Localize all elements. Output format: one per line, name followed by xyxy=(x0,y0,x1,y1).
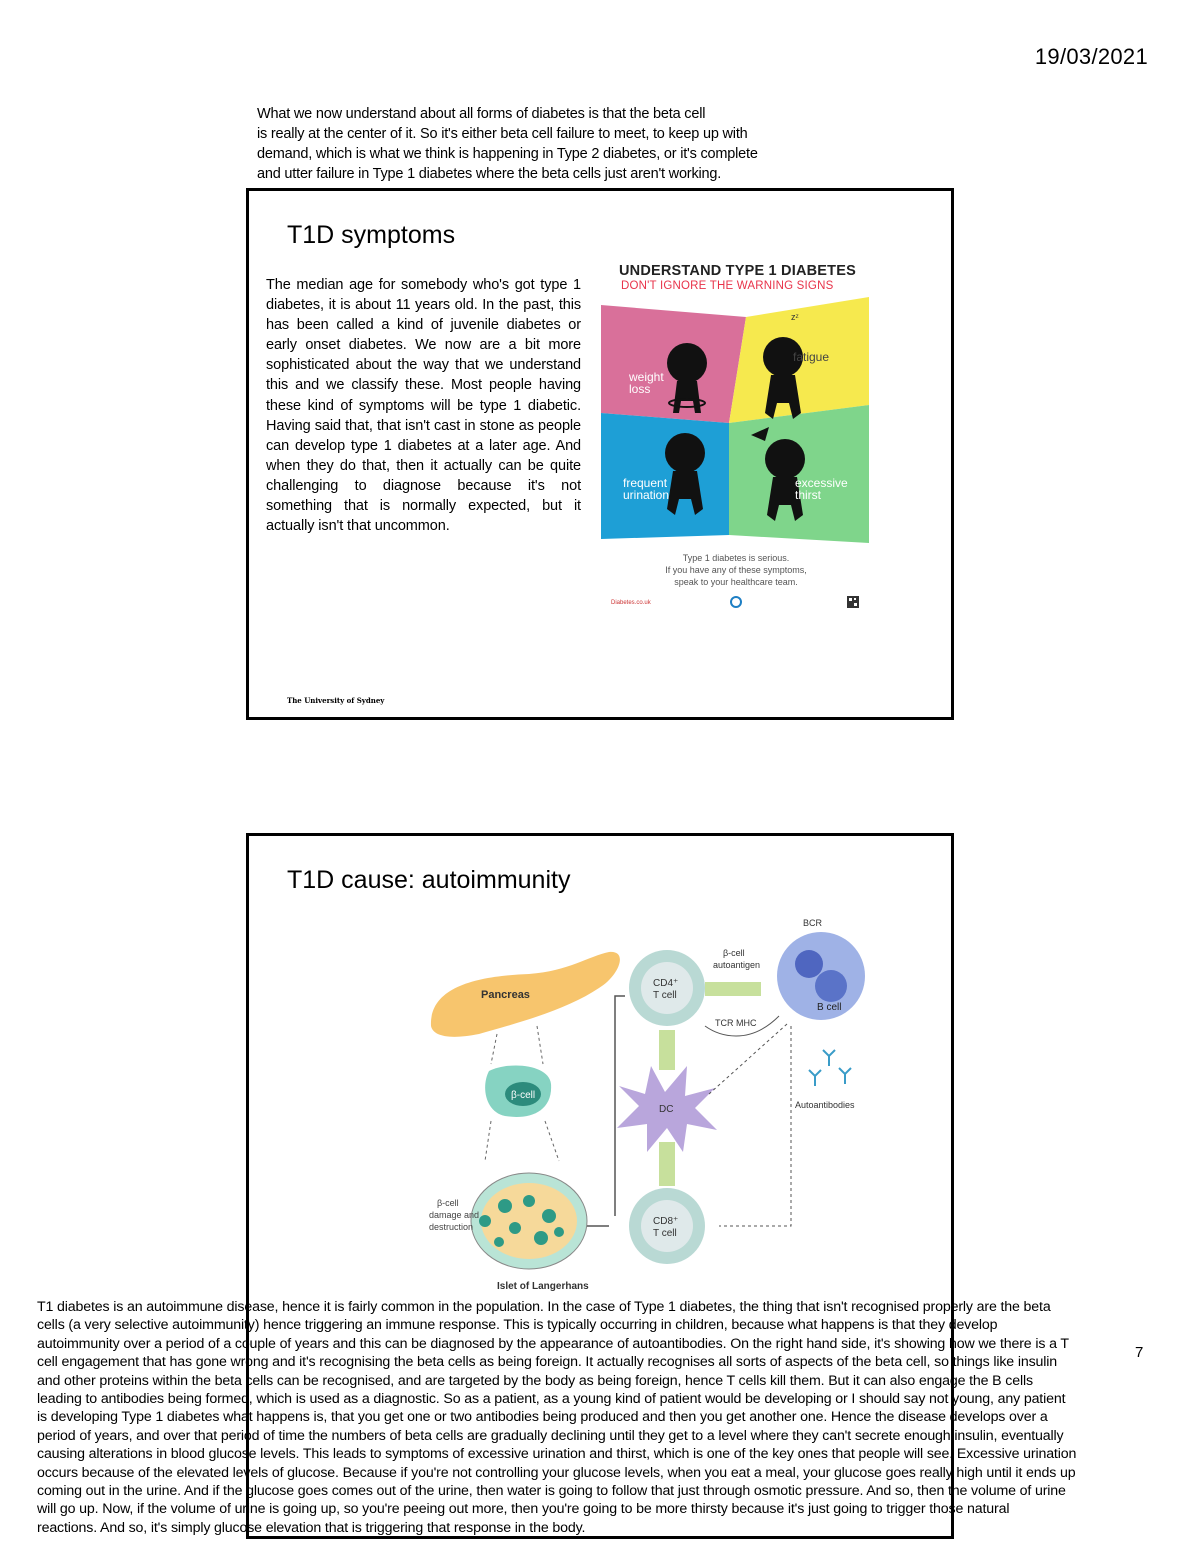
poster-title: UNDERSTAND TYPE 1 DIABETES xyxy=(619,263,856,279)
beta-cell-label: β-cell xyxy=(511,1090,536,1101)
weight-loss-label-2: loss xyxy=(629,382,651,396)
pancreas-label: Pancreas xyxy=(481,989,530,1001)
notes-line: autoimmunity over a period of a couple of years and this can be diagnosed by the appearance of autoantibodies. On the right hand side, it's showing how we there is a T xyxy=(37,1335,1069,1352)
frequent-urination-label-1: frequent xyxy=(623,476,668,490)
damage-label-1: β-cell xyxy=(437,1198,459,1208)
fatigue-zzz: zᶻ xyxy=(791,312,799,322)
notes-line: causing alterations in blood glucose levels. This leads to symptoms of excessive urination and thirst, which is one of the key ones that people will see. Excessive urination xyxy=(37,1446,1077,1463)
excessive-thirst-label-1: excessive xyxy=(795,476,848,490)
autoantigen-label-1: β-cell xyxy=(723,948,745,958)
notes-line: cells (a very selective autoimmunity) hence triggering an immune response. This is typically occurring in children, because what happens is that they develop xyxy=(37,1317,998,1334)
poster-subtitle: DON'T IGNORE THE WARNING SIGNS xyxy=(621,280,834,292)
damage-label-3: destruction xyxy=(429,1222,474,1232)
slide-t1d-symptoms xyxy=(246,188,954,720)
university-footer: The University of Sydney xyxy=(287,696,385,705)
damage-label-2: damage and xyxy=(429,1210,480,1220)
autoantibodies-label: Autoantibodies xyxy=(795,1100,855,1110)
cd4-label-1: CD4⁺ xyxy=(653,978,679,989)
excessive-thirst-panel xyxy=(729,405,869,543)
intro-line: is really at the center of it. So it's either beta cell failure to meet, to keep up with xyxy=(257,126,748,142)
page-number: 7 xyxy=(1135,1344,1144,1361)
autoantibodies-icon xyxy=(809,1050,851,1086)
tcr-mhc-label: TCR MHC xyxy=(715,1018,757,1028)
bcell-label: B cell xyxy=(817,1002,842,1013)
notes-line: occurs because of the elevated levels of glucose. Because if you're not controlling your glucose levels, when you eat a meal, your glucose goes really high until it ends up xyxy=(37,1464,1076,1481)
warning-signs-poster xyxy=(601,263,871,617)
qr-code-icon xyxy=(847,596,859,608)
islet-label: Islet of Langerhans xyxy=(497,1281,589,1292)
speaker-notes xyxy=(37,1298,1200,1537)
notes-line: will go up. Now, if the volume of urine is going up, so you're peeing out more, then you're going to be more thirsty because it's just going to trigger those natural xyxy=(37,1501,1010,1518)
slide-title: T1D symptoms xyxy=(287,221,456,249)
poster-note xyxy=(601,552,871,588)
frequent-urination-label-2: urination xyxy=(623,488,670,502)
intro-line: demand, which is what we think is happening in Type 2 diabetes, or it's complete xyxy=(257,146,758,162)
cd8-label-2: T cell xyxy=(653,1228,677,1239)
intro-notes xyxy=(257,104,867,184)
weight-loss-label-1: weight xyxy=(629,370,664,384)
notes-line: cell engagement that has gone wrong and it's recognising the beta cells as being foreign. It actually recognises all sorts of aspects of the beta cell, so things like insulin xyxy=(37,1354,1058,1371)
autoimmunity-diagram xyxy=(419,916,889,1296)
symptom-panels xyxy=(601,295,871,547)
fatigue-label: fatigue xyxy=(793,350,830,364)
intro-line: What we now understand about all forms of diabetes is that the beta cell xyxy=(257,106,706,122)
notes-line: reactions. And so, it's simply glucose elevation that is triggering that response in the body. xyxy=(37,1519,586,1536)
page-date: 19/03/2021 xyxy=(1034,44,1148,69)
diabetes-co-uk-logo: Diabetes.co.uk xyxy=(611,600,651,606)
islet-of-langerhans-shape xyxy=(471,1173,587,1269)
poster-note-line: Type 1 diabetes is serious. xyxy=(682,553,790,563)
notes-line: and other proteins within the beta cells can be recognised, and are targeted by the body as being foreign, hence T cells kill them. But it can also engage the B cells xyxy=(37,1372,1033,1389)
notes-line: period of years, and over that period of time the numbers of beta cells are gradually declining until they get to a level where they can't secrete enough insulin, eventually xyxy=(37,1427,1064,1444)
bcr-label: BCR xyxy=(803,918,823,928)
poster-note-line: speak to your healthcare team. xyxy=(674,577,798,587)
notes-line: is developing Type 1 diabetes what happens is, that you get one or two antibodies being produced and then you get another one. Hence the disease develops over a xyxy=(37,1409,1048,1426)
slide-title: T1D cause: autoimmunity xyxy=(287,866,571,894)
cd4-label-2: T cell xyxy=(653,990,677,1001)
notes-line: T1 diabetes is an autoimmune disease, hence it is fairly common in the population. In the case of Type 1 diabetes, the thing that isn't recognised properly are the beta xyxy=(37,1299,1051,1315)
charity-logo-icon xyxy=(729,595,743,609)
dc-label: DC xyxy=(659,1104,674,1115)
cd8-label-1: CD8⁺ xyxy=(653,1216,679,1227)
poster-note-line: If you have any of these symptoms, xyxy=(665,565,807,575)
intro-line: and utter failure in Type 1 diabetes where the beta cells just aren't working. xyxy=(257,166,722,182)
slide-body-text: The median age for somebody who's got type 1 diabetes, it is about 11 years old. In the past, this has been called a kind of juvenile diabetes or early onset diabetes. We now are a bit more sophisticated about the way that we understand this and we classify these. Most people having these kind of symptoms will be type 1 diabetic. Having said that, that isn't cast in stone as people can develop type 1 diabetes at a later age. And when they do that, then it actually can be quite challenging to diagnose because it's not something that is normally expected, but it actually isn't that uncommon. xyxy=(266,277,581,535)
notes-line: coming out in the urine. And if the glucose goes comes out of the urine, then water is going to follow that just through osmotic pressure. And so, then the volume of urine xyxy=(37,1483,1066,1500)
autoantigen-label-2: autoantigen xyxy=(713,960,761,970)
excessive-thirst-label-2: thirst xyxy=(795,488,822,502)
notes-line: leading to antibodies being formed, which is used as a diagnostic. So as a patient, as a young kind of patient would be developing or I should say not young, any patient xyxy=(37,1391,1066,1408)
